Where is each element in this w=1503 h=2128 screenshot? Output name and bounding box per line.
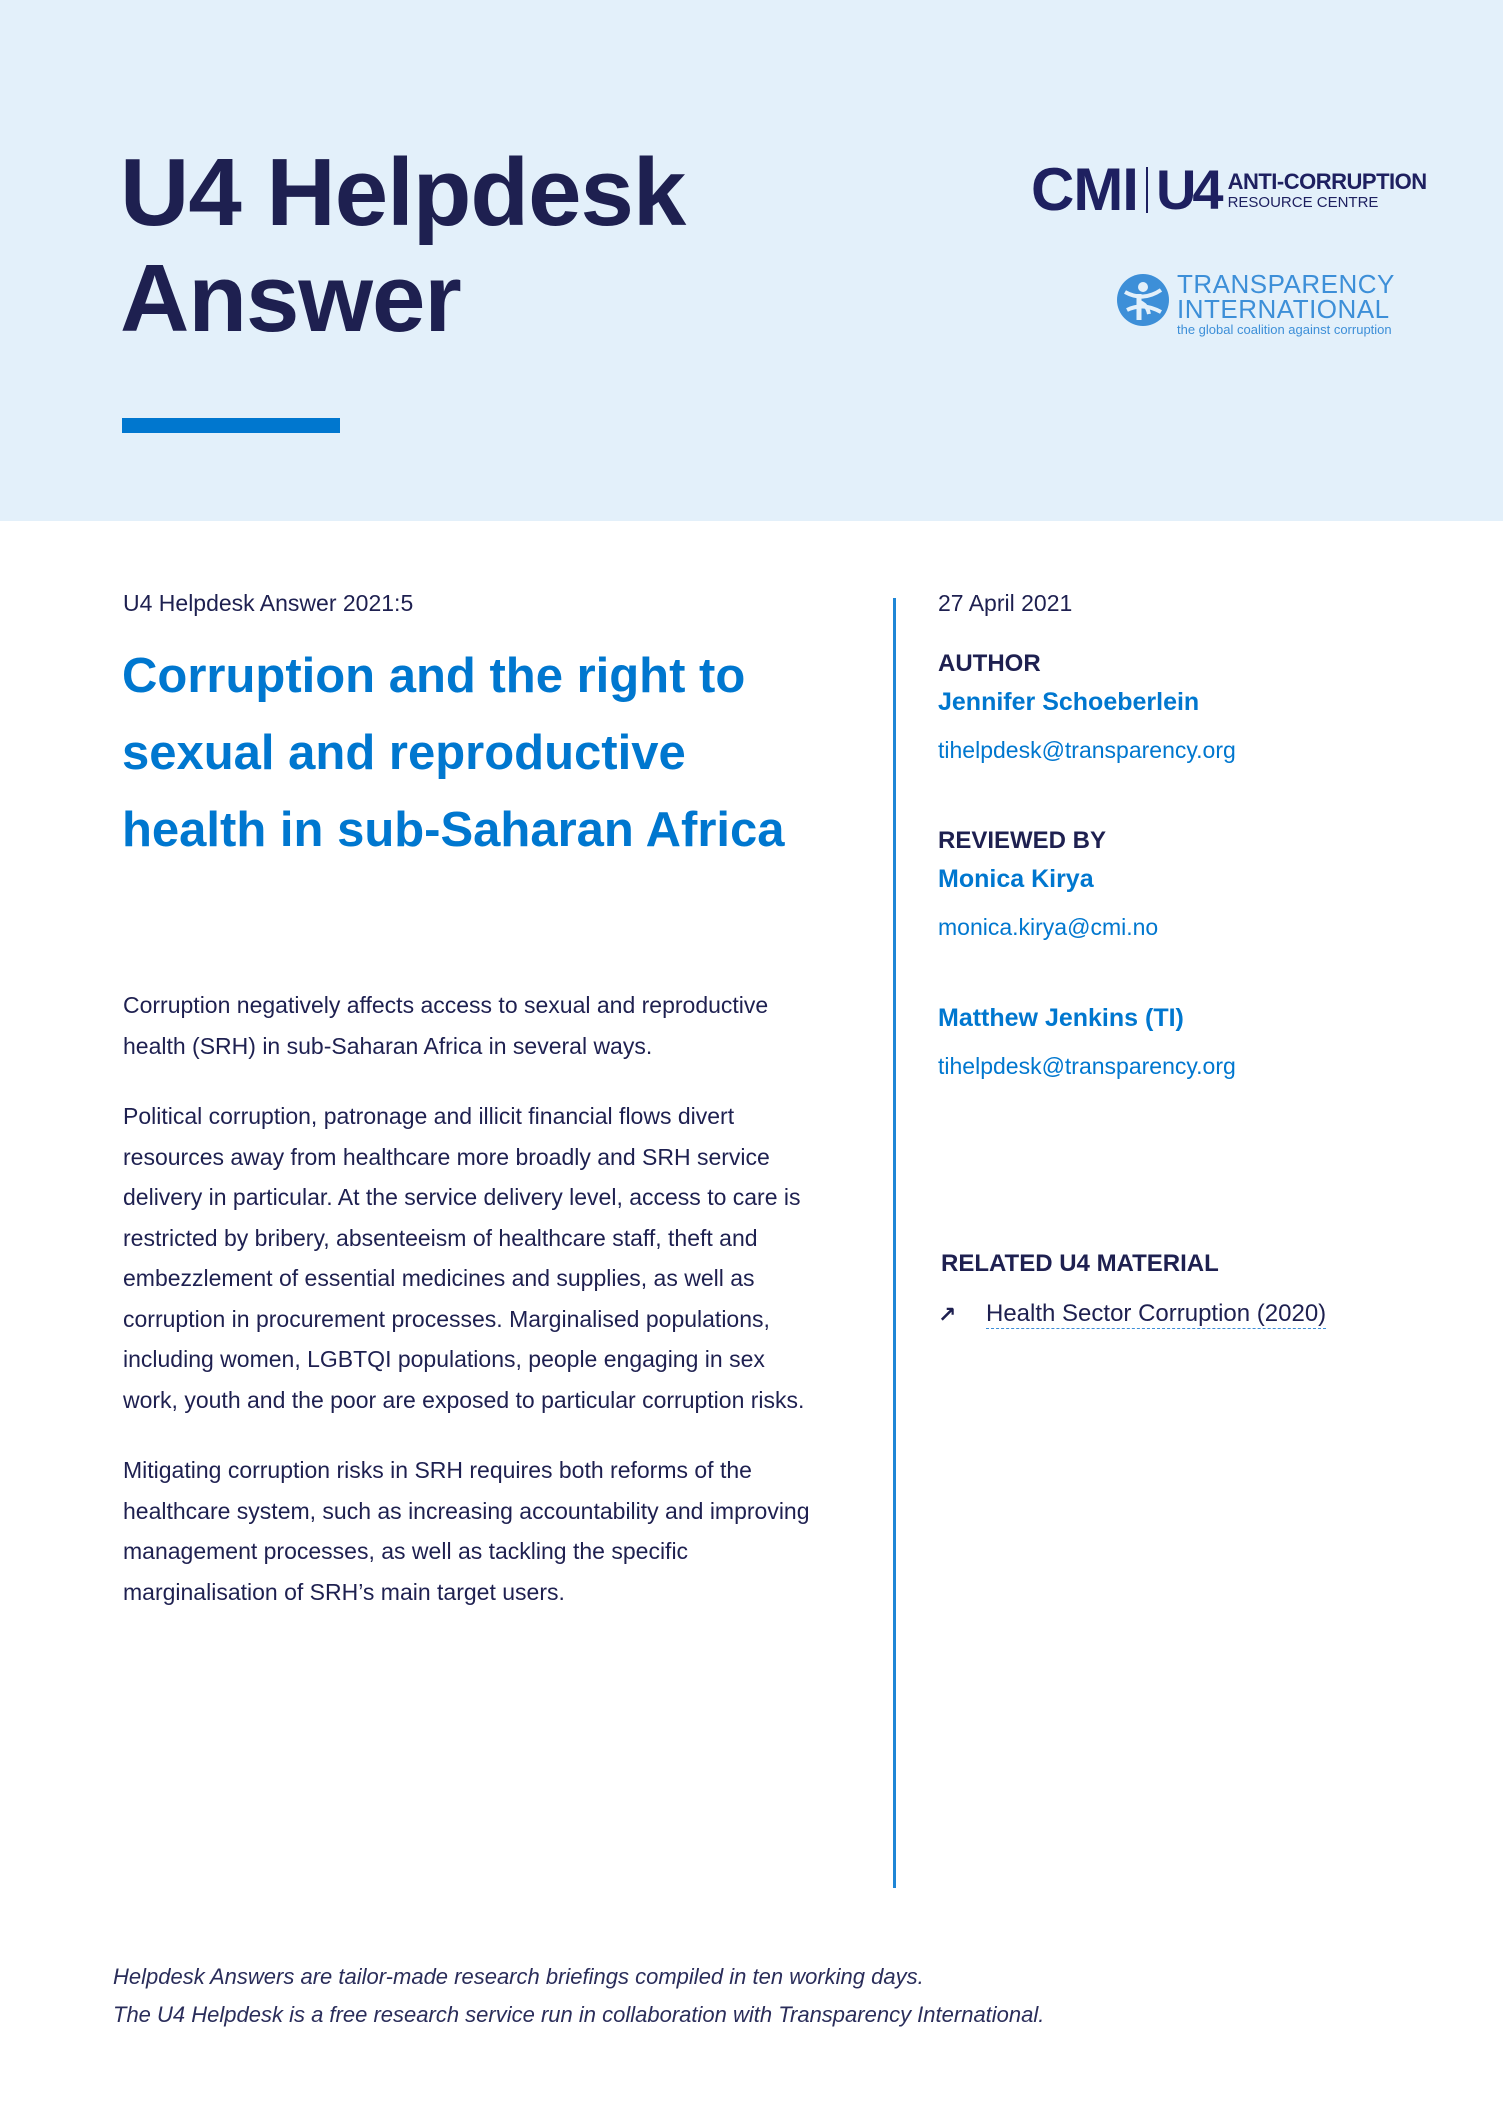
reviewer-email-link[interactable]: tihelpdesk@transparency.org [938,1053,1236,1079]
u4-mark-icon: U4 [1155,158,1220,221]
document-title: Corruption and the right to sexual and reproductive health in sub-Saharan Africa [122,649,785,857]
ti-wordmark [1177,269,1395,338]
ti-tagline: the global coalition against corruption [1177,322,1392,337]
footer-note [113,1958,1044,2034]
reviewed-by-label: REVIEWED BY [938,827,1107,854]
ti-line-2: INTERNATIONAL [1177,294,1390,324]
reviewer-email-link[interactable]: monica.kirya@cmi.no [938,914,1159,940]
u4-line-2: RESOURCE CENTRE [1227,193,1379,211]
publication-date: 27 April 2021 [938,590,1073,616]
author-name[interactable]: Jennifer Schoeberlein [938,688,1200,716]
footer-line-2: The U4 Helpdesk is a free research service run in collaboration with Transparency International. [113,2002,1045,2027]
title-line-1: U4 Helpdesk [120,139,686,246]
u4-line-1: ANTI-CORRUPTION [1227,168,1427,194]
header-band [0,0,1503,521]
footer-line-1: Helpdesk Answers are tailor-made research briefings compiled in ten working days. [113,1964,924,1989]
ti-globe-icon [1115,272,1171,328]
cmi-u4-logo [1031,156,1427,223]
column-divider [893,598,896,1888]
related-material-label: RELATED U4 MATERIAL [941,1250,1219,1277]
helpdesk-title [120,140,685,352]
logo-separator [1146,167,1148,213]
transparency-international-logo [1115,269,1395,338]
summary-paragraph: Corruption negatively affects access to sexual and reproductive health (SRH) in sub-Saharan Africa in several ways. [123,992,769,1059]
cmi-wordmark: CMI [1031,156,1138,223]
accent-bar [122,418,340,433]
u4-wordmark [1227,168,1427,211]
arrow-up-right-icon: ↗ [938,1301,957,1327]
related-material-link[interactable] [938,1300,1326,1329]
ti-line-1: TRANSPARENCY [1177,269,1395,299]
author-email-link[interactable]: tihelpdesk@transparency.org [938,737,1236,763]
summary-paragraph: Mitigating corruption risks in SRH requires both reforms of the healthcare system, such as increasing accountability and improving management processes, as well as tackling the specific marginalisation of SRH’s main target users. [123,1457,810,1605]
series-label: U4 Helpdesk Answer 2021:5 [123,590,414,616]
author-label: AUTHOR [938,650,1041,677]
summary-paragraph: Political corruption, patronage and illicit financial flows divert resources away from healthcare more broadly and SRH service delivery in particular. At the service delivery level, access to care is restricted by bribery, absenteeism of healthcare staff, theft and embezzlement of essential medicines and supplies, as well as corruption in procurement processes. Marginalised populations, including women, LGBTQI populations, people engaging in sex work, youth and the poor are exposed to particular corruption risks. [123,1103,805,1413]
related-link-label[interactable]: Health Sector Corruption (2020) [986,1300,1327,1327]
summary [123,985,813,1642]
reviewer-name[interactable]: Matthew Jenkins (TI) [938,1004,1184,1032]
reviewer-name[interactable]: Monica Kirya [938,865,1094,893]
title-line-2: Answer [120,245,461,352]
